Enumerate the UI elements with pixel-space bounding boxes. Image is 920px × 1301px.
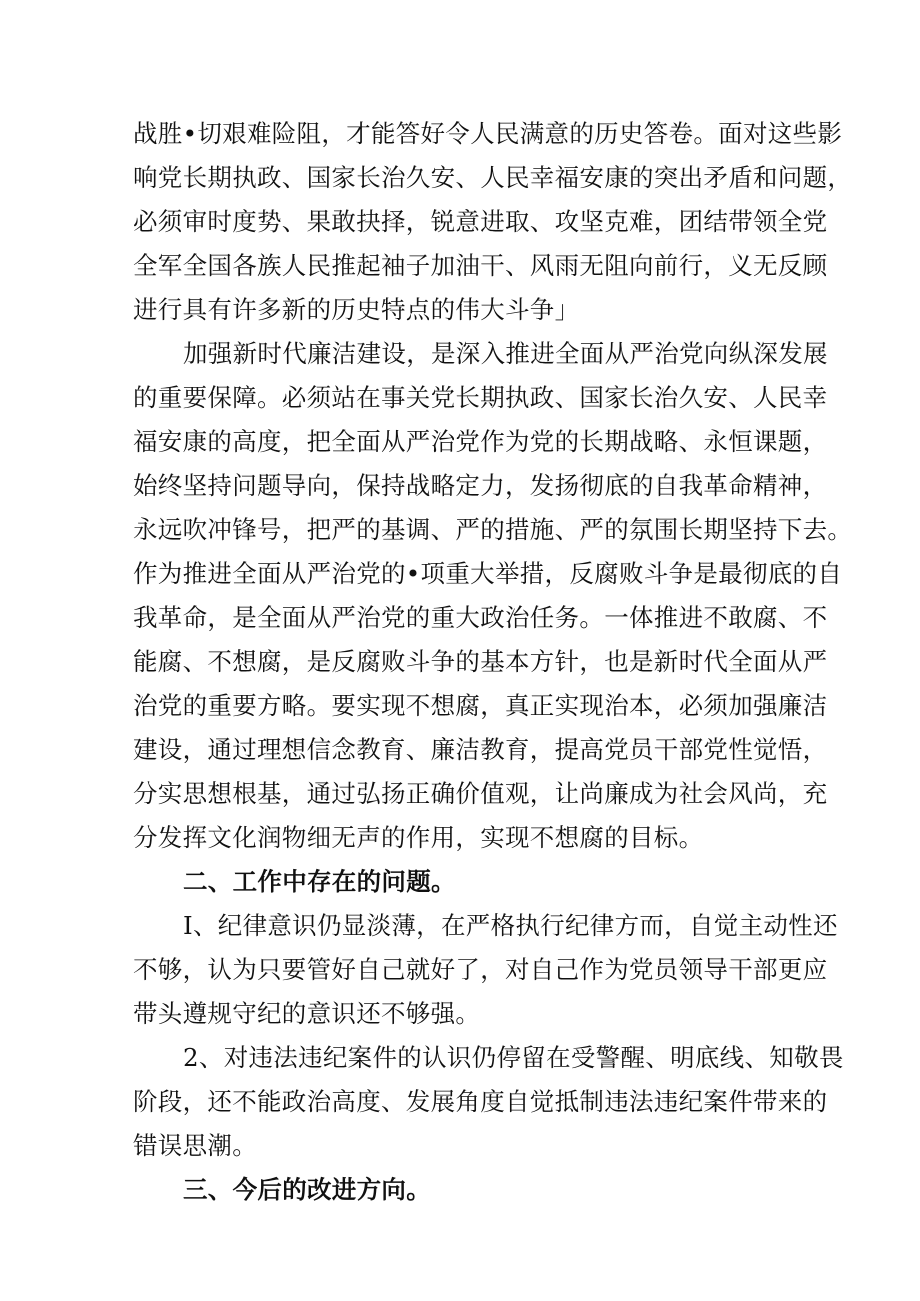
text-line: I、纪律意识仍显淡薄，在严格执行纪律方而，自觉主动性还 (183, 911, 838, 940)
text-line: 分发挥文化润物细无声的作用，实现不想腐的目标。 (133, 823, 704, 852)
text-line: 我革命，是全面从严治党的重大政治任务。一体推进不敢腐、不 (133, 603, 828, 632)
text-line: 分实思想根基，通过弘扬正确价值观，让尚廉成为社会风尚，充 (133, 779, 828, 808)
text-line: 始终坚持问题导向，保持战略定力，发扬彻底的自我革命精神， (133, 471, 828, 500)
text-line: 治党的重要方略。要实现不想腐，真正实现治本，必须加强廉洁 (133, 691, 828, 720)
text-line: 2、对违法违纪案件的认识仍停留在受警醒、明底线、知敬畏 (183, 1043, 844, 1072)
text-line: 加强新时代廉洁建设，是深入推进全面从严治党向纵深发展 (183, 339, 828, 368)
text-line: 作为推进全面从严治党的•项重大举措，反腐败斗争是最彻底的自 (133, 559, 843, 588)
text-line: 福安康的高度，把全面从严治党作为党的长期战略、永恒课题， (133, 427, 828, 456)
text-line: 能腐、不想腐，是反腐败斗争的基本方针，也是新时代全面从严 (133, 647, 828, 676)
text-line: 阶段，还不能政治高度、发展角度自觉抵制违法违纪案件带来的 (133, 1087, 828, 1116)
section-heading-problems: 二、工作中存在的问题。 (183, 867, 456, 896)
section-heading-improvements: 三、今后的改进方向。 (183, 1175, 431, 1204)
text-line: 战胜•切艰难险阻，才能答好令人民满意的历史答卷。面对这些影 (133, 119, 843, 148)
text-line: 进行具有许多新的历史特点的伟大斗争」 (133, 295, 580, 324)
text-line: 永远吹冲锋号，把严的基调、严的措施、严的氛围长期坚持下去。 (133, 515, 853, 544)
text-line: 必须审时度势、果敢抉择，锐意进取、攻坚克难，团结带领全党 (133, 207, 828, 236)
text-line: 响党长期执政、国家长治久安、人民幸福安康的突出矛盾和问题， (133, 163, 853, 192)
text-line: 建设，通过理想信念教育、廉洁教育，提高党员干部党性觉悟， (133, 735, 828, 764)
text-line: 错误思潮。 (133, 1131, 257, 1160)
text-line: 不够，认为只要管好自己就好了，对自己作为党员领导干部更应 (133, 955, 828, 984)
text-line: 全军全国各族人民推起袖子加油干、风雨无阻向前行，义无反顾 (133, 251, 828, 280)
text-line: 的重要保障。必须站在事关党长期执政、国家长治久安、人民幸 (133, 383, 828, 412)
text-line: 带头遵规守纪的意识还不够强。 (133, 999, 481, 1028)
